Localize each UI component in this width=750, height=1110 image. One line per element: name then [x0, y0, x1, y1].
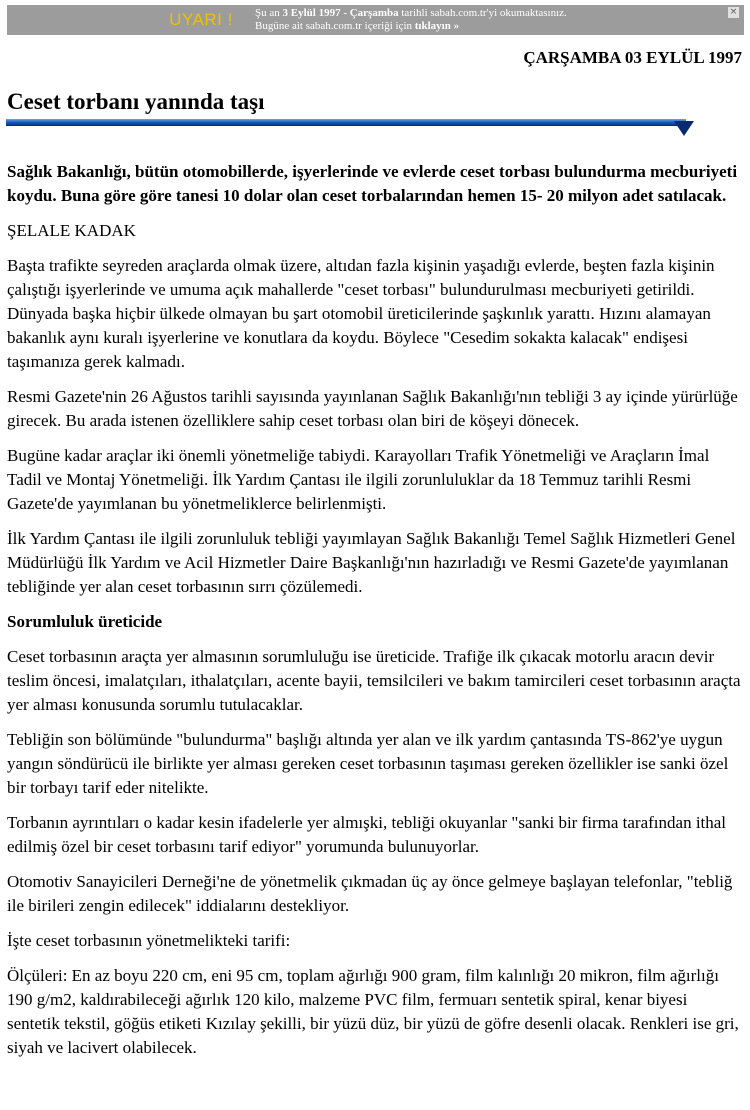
article-headline: Ceset torbanı yanında taşı — [7, 89, 265, 114]
paragraph: Torbanın ayrıntıları o kadar kesin ifadelerle yer almışki, tebliği okuyanlar "sanki bir firma tarafından ithal edilmiş özel bir ceset torbasını tarif ediyor" yorumunda bulunuyorlar. — [7, 813, 727, 856]
paragraph: İşte ceset torbasının yönetmelikteki tarifi: — [7, 931, 291, 950]
warning-message: Şu an 3 Eylül 1997 - Çarşamba tarihli sabah.com.tr'yi okumaktasınız. Bugüne ait sabah.com.tr içeriği için tıklayın » — [255, 7, 567, 32]
article-body — [7, 160, 744, 1071]
warning-banner — [7, 5, 744, 35]
paragraph: Bugüne kadar araçlar iki önemli yönetmeliğe tabiydi. Karayolları Trafik Yönetmeliği ve Araçların İmal Tadil ve Montaj Yönetmeliği. İlk Yardım Çantası ile ilgili zorunluluklar da 18 Temmuz tarihli Resmi Gazete'de yayımlanan bu yönetmeliklerce belirlenmişti. — [7, 446, 710, 513]
page-date: ÇARŞAMBA 03 EYLÜL 1997 — [523, 48, 742, 67]
paragraph: Tebliğin son bölümünde "bulundurma" başlığı altında yer alan ve ilk yardım çantasında TS-862'ye uygun yangın söndürücü ile birlikte yer alması gereken ceset torbasının taşıması gereken özellikler ise sanki özel bir torbayı tarif eder nitelikte. — [7, 730, 729, 797]
close-icon[interactable]: × — [729, 7, 738, 17]
headline-rule — [6, 119, 686, 126]
warning-label: UYARI ! — [169, 10, 233, 29]
paragraph: Resmi Gazete'nin 26 Ağustos tarihli sayısında yayınlanan Sağlık Bakanlığı'nın tebliği 3 ay içinde yürürlüğe girecek. Bu arada istenen özelliklere sahip ceset torbası olan biri de köşeyi dönecek. — [7, 387, 738, 430]
paragraph: Başta trafikte seyreden araçlarda olmak üzere, altıdan fazla kişinin yaşadığı evlerde, beşten fazla kişinin çalıştığı işyerlerinde ve umuma açık mahallerde "ceset torbası" bulundurulması mecburiyeti getirildi. Dünyada başka hiçbir ülkede olmayan bu şart otomobil üreticilerinde şaşkınlık yarattı. Hızını alamayan bakanlık aynı kuralı işyerlerine ve konutlara da koydu. Böylece "Cesedim sokakta kalacak" endişesi taşımanıza gerek kalmadı. — [7, 256, 715, 371]
article-lead: Sağlık Bakanlığı, bütün otomobillerde, işyerlerinde ve evlerde ceset torbası bulundurma mecburiyeti koydu. Buna göre göre tanesi 10 dolar olan ceset torbalarından hemen 15- 20 milyon adet satılacak. — [7, 162, 738, 205]
paragraph: İlk Yardım Çantası ile ilgili zorunluluk tebliği yayımlayan Sağlık Bakanlığı Temel Sağlık Hizmetleri Genel Müdürlüğü İlk Yardım ve Acil Hizmetler Daire Başkanlığı'nın hazırladığı ve Resmi Gazete'de yayımlanan tebliğinde yer alan ceset torbasının sırrı çözülemedi. — [7, 529, 736, 596]
article-author: ŞELALE KADAK — [7, 221, 136, 240]
click-here-link[interactable]: tıklayın » — [414, 20, 460, 32]
triangle-down-icon — [674, 121, 694, 136]
section-subheading: Sorumluluk üreticide — [7, 612, 163, 631]
paragraph: Ceset torbasının araçta yer almasının sorumluluğu ise üreticide. Trafiğe ilk çıkacak motorlu aracın devir teslim öncesi, imalatçıları, ithalatçıları, acente bayii, temsilcileri ve bakım tamircileri ceset torbasının araçta yer alması konusunda sorumlu tutulacaklar. — [7, 647, 741, 714]
paragraph: Ölçüleri: En az boyu 220 cm, eni 95 cm, toplam ağırlığı 900 gram, film kalınlığı 20 mikron, film ağırlığı 190 g/m2, kaldırabileceği ağırlık 120 kilo, malzeme PVC film, fermuarı sentetik spiral, kenar biyesi sentetik tekstil, göğüs etiketi Kızılay şekilli, bir yüzü düz, bir yüzü de göfre desenli olacak. Renkleri ise gri, siyah ve lacivert olabilecek. — [7, 966, 739, 1057]
paragraph: Otomotiv Sanayicileri Derneği'ne de yönetmelik çıkmadan üç ay önce gelmeye başlayan telefonlar, "tebliğ ile birileri zengin edilecek" iddialarını destekliyor. — [7, 872, 733, 915]
warning-date: 3 Eylül 1997 - Çarşamba — [282, 7, 399, 19]
